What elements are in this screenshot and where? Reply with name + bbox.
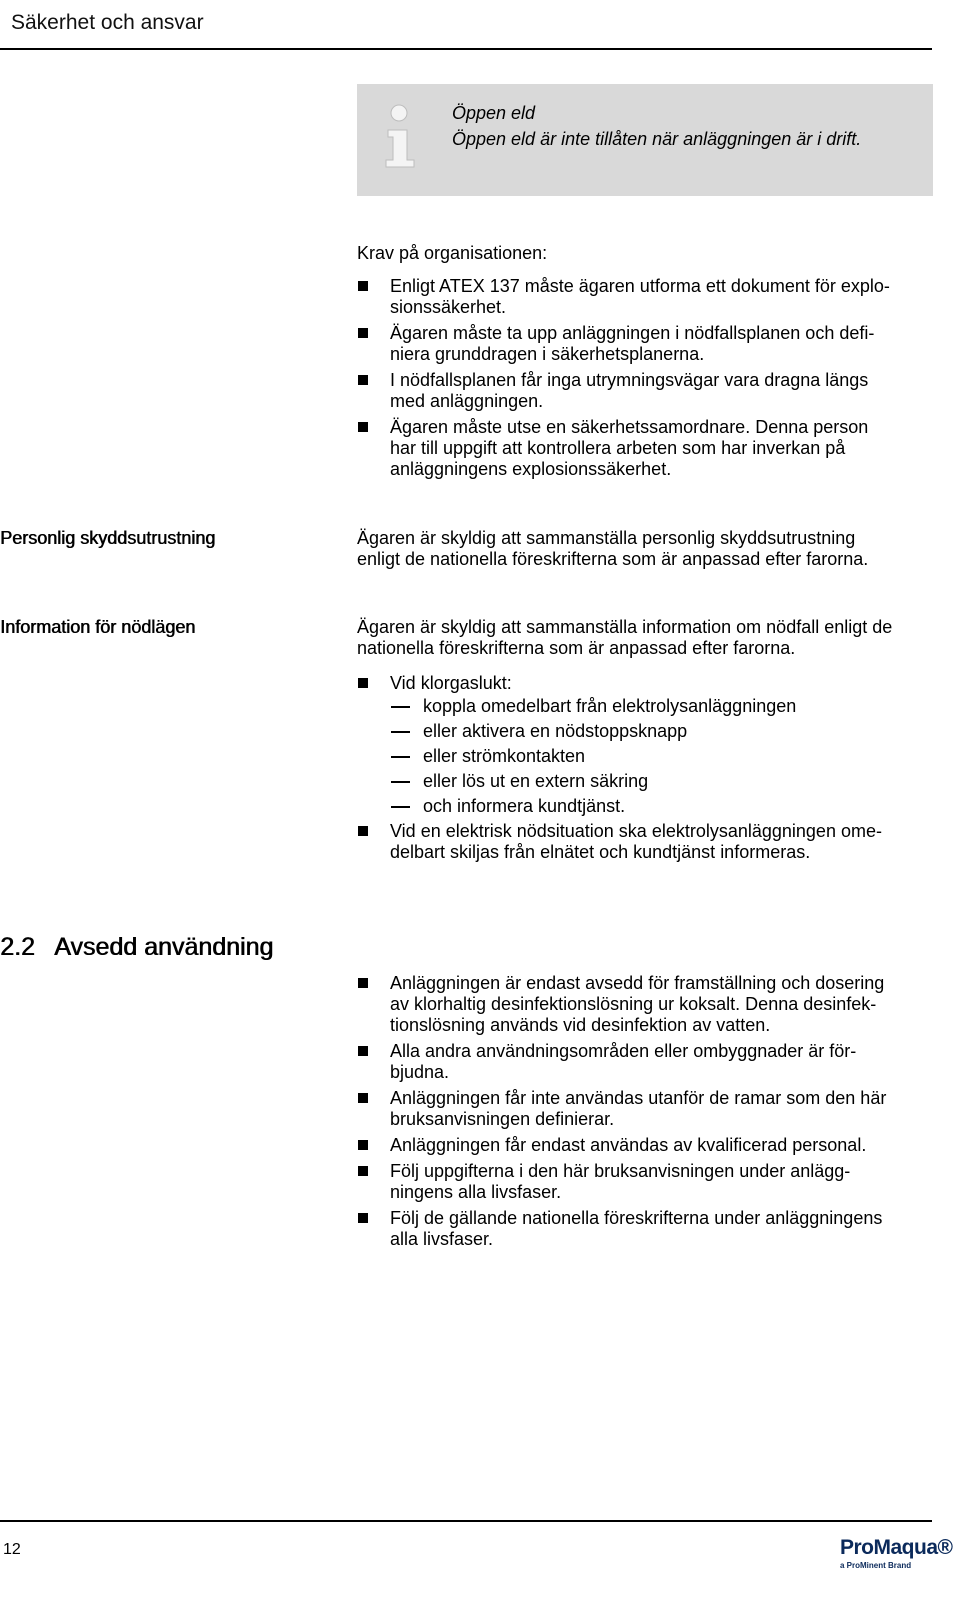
logo-subtext: a ProMinent Brand bbox=[840, 1561, 912, 1570]
info-box-text: Öppen eld är inte tillåten när anläggningen är i drift. bbox=[452, 129, 862, 149]
org-intro: Krav på organisationen: bbox=[357, 243, 548, 263]
list-item: och informera kundtjänst. bbox=[390, 796, 932, 817]
list-item: Följ de gällande nationella föreskrifterna under anläggningens alla livsfaser. bbox=[357, 1208, 932, 1250]
page-header bbox=[0, 0, 932, 50]
emergency-list bbox=[357, 673, 932, 863]
list-item: eller strömkontakten bbox=[390, 746, 932, 767]
promaqua-logo bbox=[836, 1536, 953, 1582]
square-bullet-icon bbox=[358, 1213, 368, 1223]
square-bullet-icon bbox=[358, 422, 368, 432]
square-bullet-icon bbox=[358, 281, 368, 291]
page-footer bbox=[0, 1520, 953, 1610]
chlorine-steps-list bbox=[390, 696, 932, 817]
list-item: eller aktivera en nödstoppsknapp bbox=[390, 721, 932, 742]
emergency-text: Ägaren är skyldig att sammanställa information om nödfall enligt de nationella föreskrifterna som är anpassad efter farorna. bbox=[357, 617, 893, 658]
dash-icon bbox=[391, 756, 410, 758]
list-item: I nödfallsplanen får inga utrymningsvägar vara dragna längs med anläggningen. bbox=[357, 370, 927, 412]
square-bullet-icon bbox=[358, 1093, 368, 1103]
square-bullet-icon bbox=[358, 1140, 368, 1150]
page-number: 12 bbox=[3, 1541, 21, 1558]
list-item: koppla omedelbart från elektrolysanläggningen bbox=[390, 696, 932, 717]
emergency-label: Information för nödlägen bbox=[0, 617, 196, 637]
intended-use-list bbox=[357, 973, 932, 1250]
square-bullet-icon bbox=[358, 328, 368, 338]
list-item: Alla andra användningsområden eller ombyggnader är för- bjudna. bbox=[357, 1041, 932, 1083]
logo-text: ProMaqua® bbox=[840, 1536, 953, 1559]
list-item: Anläggningen får endast användas av kvalificerad personal. bbox=[357, 1135, 932, 1156]
list-item: Anläggningen är endast avsedd för framställning och dosering av klorhaltig desinfektionslösning ur koksalt. Denna desinfek- tionslösning används vid desinfektion av vatten. bbox=[357, 973, 932, 1036]
square-bullet-icon bbox=[358, 1166, 368, 1176]
dash-icon bbox=[391, 706, 410, 708]
list-item: Anläggningen får inte användas utanför de ramar som den här bruksanvisningen definierar. bbox=[357, 1088, 932, 1130]
ppe-text: Ägaren är skyldig att sammanställa personlig skyddsutrustning enligt de nationella föreskrifterna som är anpassad efter farorna. bbox=[357, 528, 869, 569]
dash-icon bbox=[391, 731, 410, 733]
page-header-title: Säkerhet och ansvar bbox=[11, 11, 204, 34]
list-item: eller lös ut en extern säkring bbox=[390, 771, 932, 792]
square-bullet-icon bbox=[358, 678, 368, 688]
list-item: Ägaren måste ta upp anläggningen i nödfallsplanen och defi- niera grunddragen i säkerhetsplanerna. bbox=[357, 323, 927, 365]
dash-icon bbox=[391, 781, 410, 783]
square-bullet-icon bbox=[358, 375, 368, 385]
list-item: Ägaren måste utse en säkerhetssamordnare. Denna person har till uppgift att kontrollera arbeten som har inverkan på anläggningens explosionssäkerhet. bbox=[357, 417, 927, 480]
list-item: Enligt ATEX 137 måste ägaren utforma ett dokument för explo- sionssäkerhet. bbox=[357, 276, 927, 318]
section-heading bbox=[0, 933, 273, 962]
list-item: Vid en elektrisk nödsituation ska elektrolysanläggningen ome- delbart skiljas från elnätet och kundtjänst informeras. bbox=[357, 821, 932, 863]
square-bullet-icon bbox=[358, 978, 368, 988]
section-number: 2.2 bbox=[0, 933, 35, 961]
dash-icon bbox=[391, 806, 410, 808]
section-title: Avsedd användning bbox=[54, 933, 274, 961]
square-bullet-icon bbox=[358, 1046, 368, 1056]
org-requirements-list bbox=[357, 276, 927, 480]
info-box-title: Öppen eld bbox=[452, 103, 536, 123]
ppe-label: Personlig skyddsutrustning bbox=[0, 528, 216, 548]
info-box bbox=[357, 84, 933, 196]
list-item: Vid klorgaslukt: koppla omedelbart från elektrolysanläggningen eller aktivera en nödstoppsknapp eller strömkontakten eller lös ut en extern säkring och informera kundtjänst. bbox=[357, 673, 932, 817]
info-icon bbox=[381, 104, 421, 170]
square-bullet-icon bbox=[358, 826, 368, 836]
list-item: Följ uppgifterna i den här bruksanvisningen under anlägg- ningens alla livsfaser. bbox=[357, 1161, 932, 1203]
